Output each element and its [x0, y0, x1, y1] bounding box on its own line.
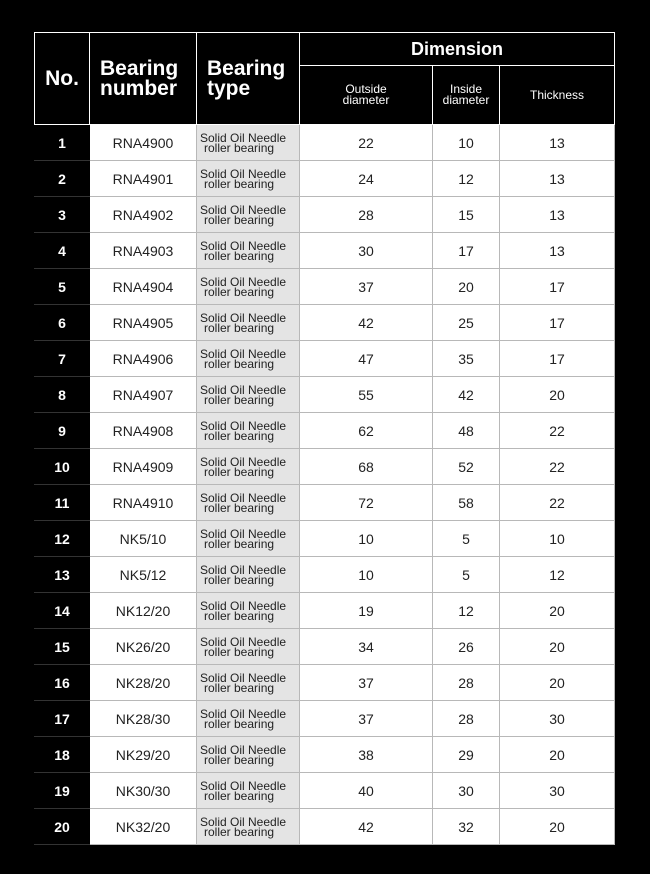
bearing-type-cell: [197, 485, 300, 521]
bearing-type-line2: roller bearing: [204, 680, 275, 695]
outside-diameter-cell: 55: [300, 377, 433, 413]
inside-diameter-cell: 35: [433, 341, 500, 377]
bearing-type-line1: Solid Oil Needle: [200, 418, 287, 433]
outside-diameter-cell: 30: [300, 233, 433, 269]
thickness-cell: 17: [500, 341, 615, 377]
bearing-type-cell: [197, 233, 300, 269]
bearing-type-cell: [197, 305, 300, 341]
row-number: 12: [35, 521, 90, 557]
bearing-number-cell: NK12/20: [90, 593, 197, 629]
outside-diameter-cell: 47: [300, 341, 433, 377]
bearing-number-cell: RNA4908: [90, 413, 197, 449]
thickness-cell: 13: [500, 161, 615, 197]
row-number: 5: [35, 269, 90, 305]
bearing-type-cell: [197, 809, 300, 845]
bearing-type-line2: roller bearing: [204, 464, 275, 479]
thickness-cell: 20: [500, 593, 615, 629]
bearing-spec-sheet: [34, 32, 614, 839]
bearing-type-line2: roller bearing: [204, 428, 275, 443]
row-number: 14: [35, 593, 90, 629]
bearing-type-line1: Solid Oil Needle: [200, 454, 287, 469]
row-number: 6: [35, 305, 90, 341]
header-bearing-type-line1: Bearing: [207, 56, 286, 80]
bearing-type-line2: roller bearing: [204, 500, 275, 515]
outside-diameter-cell: 28: [300, 197, 433, 233]
bearing-type-line2: roller bearing: [204, 572, 275, 587]
bearing-type-line1: Solid Oil Needle: [200, 238, 287, 253]
bearing-type-line1: Solid Oil Needle: [200, 274, 287, 289]
thickness-cell: 20: [500, 665, 615, 701]
bearing-type-line2: roller bearing: [204, 248, 275, 263]
inside-diameter-cell: 15: [433, 197, 500, 233]
bearing-type-cell: [197, 377, 300, 413]
bearing-type-cell: [197, 701, 300, 737]
table-row: [35, 449, 615, 485]
table-row: [35, 413, 615, 449]
table-row: [35, 629, 615, 665]
bearing-type-line1: Solid Oil Needle: [200, 382, 287, 397]
bearing-type-line1: Solid Oil Needle: [200, 130, 287, 145]
table-row: [35, 809, 615, 845]
bearing-type-line1: Solid Oil Needle: [200, 670, 287, 685]
bearing-type-cell: [197, 593, 300, 629]
bearing-type-line1: Solid Oil Needle: [200, 598, 287, 613]
inside-diameter-cell: 17: [433, 233, 500, 269]
inside-diameter-cell: 5: [433, 521, 500, 557]
bearing-type-cell: [197, 341, 300, 377]
bearing-type-line2: roller bearing: [204, 752, 275, 767]
row-number: 20: [35, 809, 90, 845]
header-bearing-number-line1: Bearing: [100, 56, 179, 80]
bearing-type-line2: roller bearing: [204, 824, 275, 839]
bearing-number-cell: RNA4903: [90, 233, 197, 269]
inside-diameter-cell: 48: [433, 413, 500, 449]
bearing-type-cell: [197, 737, 300, 773]
row-number: 18: [35, 737, 90, 773]
header-dimension: Dimension: [300, 33, 615, 66]
header-outside-diameter: [300, 66, 433, 125]
row-number: 9: [35, 413, 90, 449]
bearing-type-cell: [197, 449, 300, 485]
row-number: 10: [35, 449, 90, 485]
bearing-number-cell: NK30/30: [90, 773, 197, 809]
table-row: [35, 125, 615, 161]
bearing-type-cell: [197, 197, 300, 233]
row-number: 4: [35, 233, 90, 269]
outside-diameter-cell: 37: [300, 701, 433, 737]
bearing-type-cell: [197, 629, 300, 665]
bearing-number-cell: NK29/20: [90, 737, 197, 773]
thickness-cell: 17: [500, 269, 615, 305]
header-bearing-number-line2: number: [100, 76, 178, 100]
thickness-cell: 20: [500, 377, 615, 413]
thickness-cell: 20: [500, 737, 615, 773]
inside-diameter-cell: 10: [433, 125, 500, 161]
outside-diameter-cell: 10: [300, 557, 433, 593]
inside-diameter-cell: 25: [433, 305, 500, 341]
header-inside-line2: diameter: [442, 93, 490, 107]
table-row: [35, 485, 615, 521]
outside-diameter-cell: 24: [300, 161, 433, 197]
header-outside-line1: Outside: [345, 82, 387, 96]
bearing-type-line1: Solid Oil Needle: [200, 490, 287, 505]
row-number: 11: [35, 485, 90, 521]
bearing-number-cell: RNA4910: [90, 485, 197, 521]
inside-diameter-cell: 28: [433, 701, 500, 737]
bearing-type-line2: roller bearing: [204, 140, 275, 155]
bearing-type-line2: roller bearing: [204, 212, 275, 227]
thickness-cell: 20: [500, 629, 615, 665]
thickness-cell: 22: [500, 449, 615, 485]
row-number: 17: [35, 701, 90, 737]
table-row: [35, 665, 615, 701]
inside-diameter-cell: 32: [433, 809, 500, 845]
header-outside-line2: diameter: [342, 93, 390, 107]
thickness-cell: 13: [500, 233, 615, 269]
outside-diameter-cell: 62: [300, 413, 433, 449]
bearing-type-cell: [197, 665, 300, 701]
bearing-type-line2: roller bearing: [204, 788, 275, 803]
outside-diameter-cell: 38: [300, 737, 433, 773]
bearing-type-line1: Solid Oil Needle: [200, 634, 287, 649]
bearing-number-cell: NK28/30: [90, 701, 197, 737]
bearing-type-line2: roller bearing: [204, 392, 275, 407]
table-row: [35, 269, 615, 305]
thickness-cell: 10: [500, 521, 615, 557]
bearing-type-line2: roller bearing: [204, 536, 275, 551]
bearing-type-line1: Solid Oil Needle: [200, 526, 287, 541]
row-number: 7: [35, 341, 90, 377]
bearing-type-line1: Solid Oil Needle: [200, 562, 287, 577]
header-thickness: Thickness: [500, 66, 615, 125]
bearing-type-line1: Solid Oil Needle: [200, 166, 287, 181]
bearing-type-cell: [197, 521, 300, 557]
table-row: [35, 773, 615, 809]
bearing-type-line1: Solid Oil Needle: [200, 346, 287, 361]
table-row: [35, 521, 615, 557]
bearing-type-cell: [197, 773, 300, 809]
row-number: 16: [35, 665, 90, 701]
bearing-type-line2: roller bearing: [204, 176, 275, 191]
inside-diameter-cell: 12: [433, 593, 500, 629]
row-number: 19: [35, 773, 90, 809]
inside-diameter-cell: 52: [433, 449, 500, 485]
outside-diameter-cell: 42: [300, 305, 433, 341]
table-row: [35, 161, 615, 197]
inside-diameter-cell: 30: [433, 773, 500, 809]
bearing-number-cell: RNA4906: [90, 341, 197, 377]
bearing-type-cell: [197, 413, 300, 449]
bearing-number-cell: RNA4900: [90, 125, 197, 161]
outside-diameter-cell: 42: [300, 809, 433, 845]
header-bearing-number: [90, 33, 197, 125]
table-row: [35, 557, 615, 593]
table-row: [35, 701, 615, 737]
inside-diameter-cell: 20: [433, 269, 500, 305]
table-row: [35, 593, 615, 629]
row-number: 3: [35, 197, 90, 233]
bearing-type-line2: roller bearing: [204, 644, 275, 659]
row-number: 2: [35, 161, 90, 197]
row-number: 13: [35, 557, 90, 593]
thickness-cell: 20: [500, 809, 615, 845]
bearing-number-cell: RNA4904: [90, 269, 197, 305]
bearing-number-cell: NK5/10: [90, 521, 197, 557]
thickness-cell: 13: [500, 197, 615, 233]
bearing-number-cell: RNA4901: [90, 161, 197, 197]
bearing-type-cell: [197, 269, 300, 305]
header-no: No.: [35, 33, 90, 125]
outside-diameter-cell: 34: [300, 629, 433, 665]
thickness-cell: 22: [500, 485, 615, 521]
row-number: 8: [35, 377, 90, 413]
inside-diameter-cell: 26: [433, 629, 500, 665]
bearing-number-cell: RNA4902: [90, 197, 197, 233]
bearing-type-line2: roller bearing: [204, 608, 275, 623]
header-inside-line1: Inside: [449, 82, 483, 96]
header-inside-diameter: [433, 66, 500, 125]
outside-diameter-cell: 19: [300, 593, 433, 629]
bearing-number-cell: RNA4909: [90, 449, 197, 485]
bearing-type-cell: [197, 161, 300, 197]
inside-diameter-cell: 5: [433, 557, 500, 593]
thickness-cell: 30: [500, 701, 615, 737]
bearing-number-cell: NK28/20: [90, 665, 197, 701]
thickness-cell: 13: [500, 125, 615, 161]
row-number: 1: [35, 125, 90, 161]
outside-diameter-cell: 37: [300, 269, 433, 305]
bearing-type-line1: Solid Oil Needle: [200, 310, 287, 325]
bearing-number-cell: NK5/12: [90, 557, 197, 593]
header-bearing-type: [197, 33, 300, 125]
table-row: [35, 341, 615, 377]
table-row: [35, 305, 615, 341]
bearing-number-cell: NK26/20: [90, 629, 197, 665]
table-row: [35, 377, 615, 413]
inside-diameter-cell: 58: [433, 485, 500, 521]
table-body: [35, 125, 615, 845]
table-row: [35, 233, 615, 269]
inside-diameter-cell: 42: [433, 377, 500, 413]
table-row: [35, 197, 615, 233]
bearing-number-cell: RNA4905: [90, 305, 197, 341]
bearing-type-line1: Solid Oil Needle: [200, 778, 287, 793]
inside-diameter-cell: 28: [433, 665, 500, 701]
outside-diameter-cell: 22: [300, 125, 433, 161]
bearing-type-line2: roller bearing: [204, 356, 275, 371]
bearing-type-line1: Solid Oil Needle: [200, 706, 287, 721]
bearing-type-line2: roller bearing: [204, 284, 275, 299]
bearing-type-line2: roller bearing: [204, 320, 275, 335]
outside-diameter-cell: 37: [300, 665, 433, 701]
bearing-spec-table: [34, 32, 615, 845]
outside-diameter-cell: 72: [300, 485, 433, 521]
thickness-cell: 22: [500, 413, 615, 449]
bearing-number-cell: RNA4907: [90, 377, 197, 413]
inside-diameter-cell: 12: [433, 161, 500, 197]
bearing-type-line1: Solid Oil Needle: [200, 814, 287, 829]
table-row: [35, 737, 615, 773]
thickness-cell: 12: [500, 557, 615, 593]
bearing-type-line1: Solid Oil Needle: [200, 742, 287, 757]
bearing-type-line1: Solid Oil Needle: [200, 202, 287, 217]
header-bearing-type-line2: type: [207, 76, 251, 100]
inside-diameter-cell: 29: [433, 737, 500, 773]
outside-diameter-cell: 40: [300, 773, 433, 809]
outside-diameter-cell: 68: [300, 449, 433, 485]
bearing-type-line2: roller bearing: [204, 716, 275, 731]
thickness-cell: 30: [500, 773, 615, 809]
outside-diameter-cell: 10: [300, 521, 433, 557]
row-number: 15: [35, 629, 90, 665]
bearing-number-cell: NK32/20: [90, 809, 197, 845]
bearing-type-cell: [197, 125, 300, 161]
thickness-cell: 17: [500, 305, 615, 341]
bearing-type-cell: [197, 557, 300, 593]
